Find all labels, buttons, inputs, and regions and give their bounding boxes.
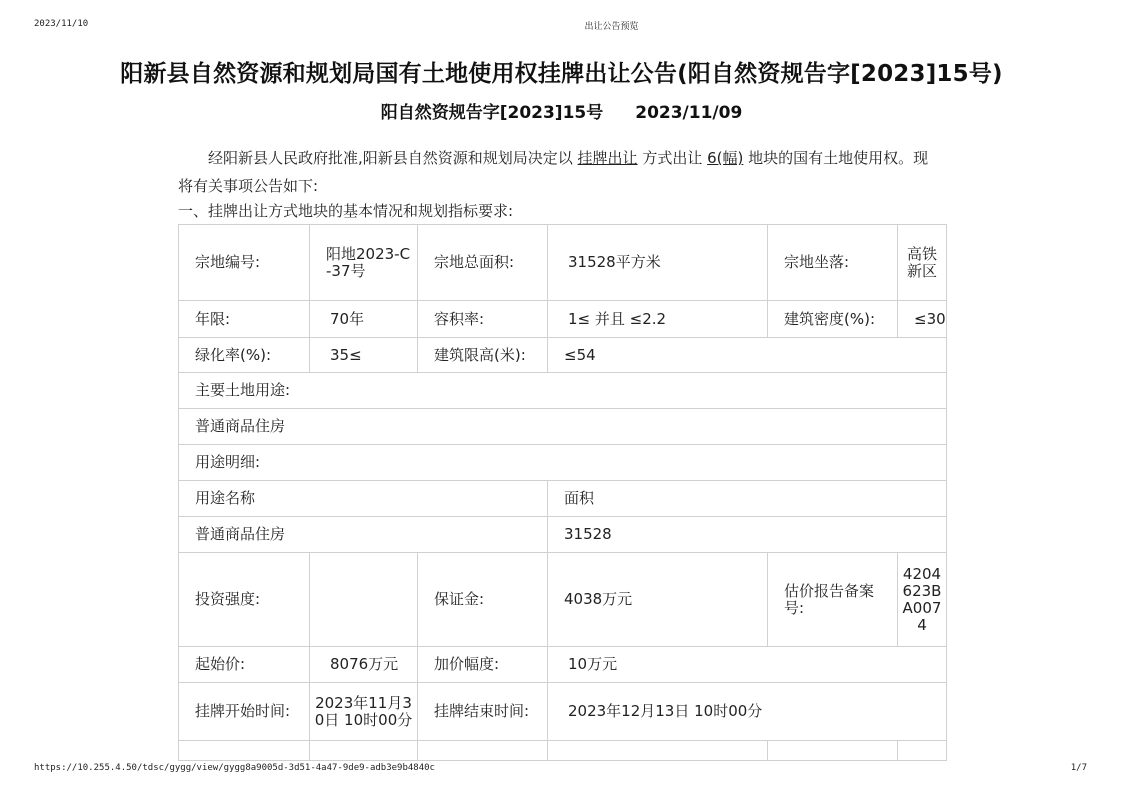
table-row [179,647,947,683]
appraisal-value: 4204623BA0074 [898,553,947,647]
table-row [179,683,947,741]
use-area-header: 面积 [548,481,947,517]
increment-value: 10万元 [548,647,947,683]
print-date: 2023/11/10 [34,19,89,29]
table-row [179,409,947,445]
listing-end-value: 2023年12月13日 10时00分 [548,683,947,741]
transfer-method: 挂牌出让 [577,149,638,167]
intro-paragraph [178,144,938,200]
table-cell [179,741,310,761]
area-label: 宗地总面积: [418,225,548,301]
table-row [179,373,947,409]
increment-label: 加价幅度: [418,647,548,683]
term-label: 年限: [179,301,310,338]
height-label: 建筑限高(米): [418,338,548,373]
use-area-value: 31528 [548,517,947,553]
location-label: 宗地坐落: [768,225,898,301]
page-title: 阳新县自然资源和规划局国有土地使用权挂牌出让公告(阳自然资规告字[2023]15号) [120,61,1003,87]
table-row [179,741,947,761]
main-use-label: 主要土地用途: [179,373,947,409]
parcel-info-table [178,224,947,761]
use-name-value: 普通商品住房 [179,517,548,553]
print-header-title: 出让公告预览 [584,22,639,32]
location-value: 高铁新区 [898,225,947,301]
table-cell [898,741,947,761]
start-price-label: 起始价: [179,647,310,683]
table-cell [310,741,418,761]
main-use-value: 普通商品住房 [179,409,947,445]
table-row [179,517,947,553]
table-row [179,481,947,517]
deposit-label: 保证金: [418,553,548,647]
parcel-count: 6(幅) [707,149,744,167]
table-row [179,225,947,301]
height-value: ≤54 [548,338,947,373]
publish-date: 2023/11/09 [635,103,743,123]
density-label: 建筑密度(%): [768,301,898,338]
parcel-no-label: 宗地编号: [179,225,310,301]
invest-label: 投资强度: [179,553,310,647]
document-number: 阳自然资规告字[2023]15号 [380,103,604,123]
table-row [179,445,947,481]
use-detail-label: 用途明细: [179,445,947,481]
use-name-header: 用途名称 [179,481,548,517]
page-url: https://10.255.4.50/tdsc/gygg/view/gygg8a9005d-3d51-4a47-9de9-adb3e9b4840c [34,763,435,773]
table-cell [418,741,548,761]
green-value: 35≤ [310,338,418,373]
far-label: 容积率: [418,301,548,338]
area-value: 31528平方米 [548,225,768,301]
table-row [179,338,947,373]
subtitle [0,98,1123,123]
listing-start-label: 挂牌开始时间: [179,683,310,741]
appraisal-label: 估价报告备案号: [768,553,898,647]
table-cell [548,741,768,761]
section-heading: 一、挂牌出让方式地块的基本情况和规划指标要求: [178,202,514,220]
listing-start-value: 2023年11月30日 10时00分 [310,683,418,741]
invest-value [310,553,418,647]
density-value: ≤30 [898,301,947,338]
listing-end-label: 挂牌结束时间: [418,683,548,741]
page-number: 1/7 [1070,763,1087,773]
deposit-value: 4038万元 [548,553,768,647]
term-value: 70年 [310,301,418,338]
table-row [179,553,947,647]
parcel-no-value: 阳地2023-C-37号 [310,225,418,301]
intro-text-2: 方式出让 [637,149,708,167]
green-label: 绿化率(%): [179,338,310,373]
intro-text-3: 地块的国有土地使用权。现将有关事项公告如下: [178,149,929,195]
table-cell [768,741,898,761]
intro-text-1: 经阳新县人民政府批准,阳新县自然资源和规划局决定以 [208,149,578,167]
start-price-value: 8076万元 [310,647,418,683]
far-value: 1≤ 并且 ≤2.2 [548,301,768,338]
table-row [179,301,947,338]
